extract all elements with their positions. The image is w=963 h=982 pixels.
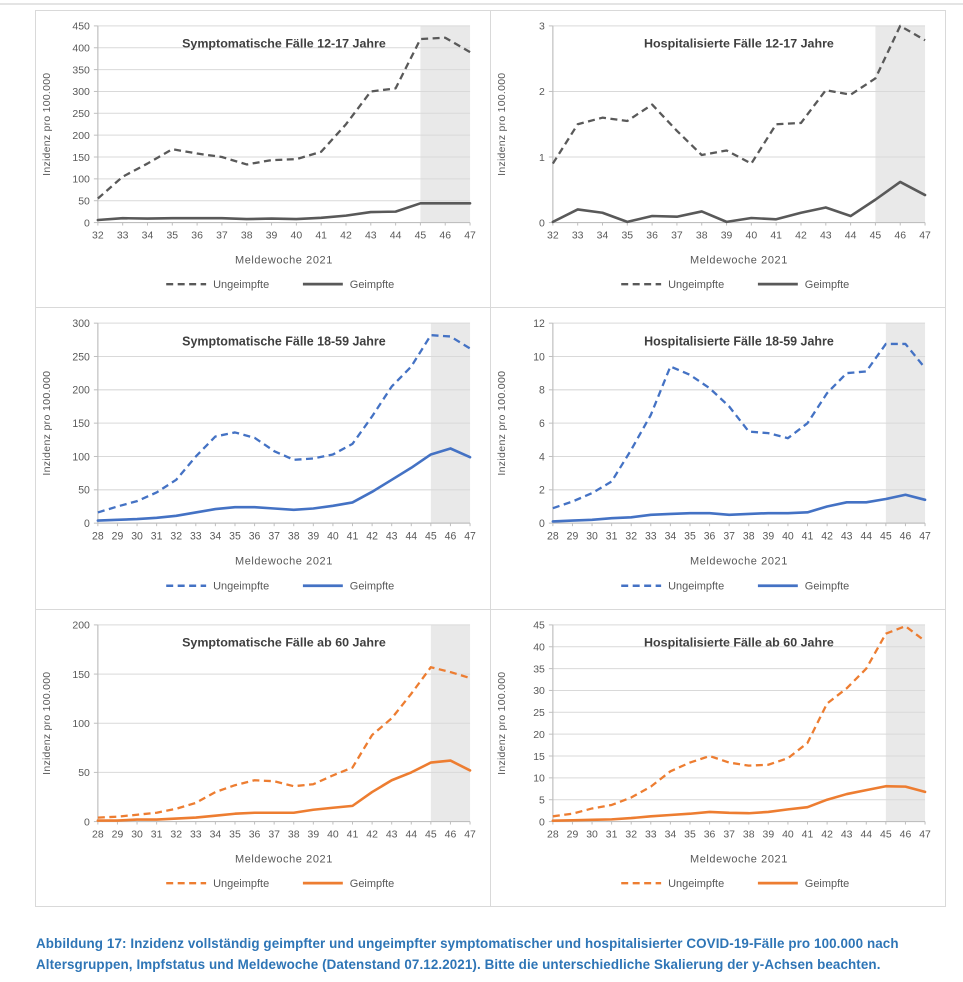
- x-tick-label: 44: [405, 829, 418, 841]
- chart-title: Symptomatische Fälle 18-59 Jahre: [182, 334, 386, 349]
- x-tick-label: 46: [444, 530, 457, 543]
- geimpfte-line: [553, 495, 925, 522]
- x-tick-label: 36: [191, 230, 203, 242]
- geimpfte-line: [98, 203, 470, 220]
- y-tick-label: 250: [72, 109, 90, 121]
- y-tick-label: 35: [533, 664, 545, 676]
- x-tick-label: 40: [782, 530, 794, 543]
- x-tick-label: 46: [899, 829, 912, 841]
- x-tick-label: 42: [821, 829, 833, 841]
- x-tick-label: 35: [166, 230, 179, 242]
- legend-ungeimpfte-label: Ungeimpfte: [213, 580, 270, 593]
- y-tick-label: 30: [533, 686, 545, 698]
- legend-ungeimpfte-label: Ungeimpfte: [213, 877, 270, 890]
- y-tick-label: 300: [72, 317, 90, 331]
- chart-panel-6: [491, 610, 946, 907]
- y-tick-label: 2: [539, 87, 545, 99]
- y-axis-title: Inzidenz pro 100.000: [41, 72, 53, 176]
- x-tick-label: 42: [821, 530, 833, 543]
- legend-geimpfte-label: Geimpfte: [804, 278, 850, 291]
- chart-panel-5: [36, 610, 491, 907]
- legend-ungeimpfte-label: Ungeimpfte: [668, 580, 725, 593]
- x-tick-label: 33: [189, 829, 202, 841]
- x-tick-label: 36: [248, 530, 261, 543]
- y-axis-title: Inzidenz pro 100.000: [41, 671, 53, 775]
- x-tick-label: 39: [307, 530, 320, 543]
- y-tick-label: 0: [84, 218, 90, 230]
- x-tick-label: 30: [131, 829, 143, 841]
- x-tick-label: 36: [248, 829, 261, 841]
- x-tick-label: 29: [566, 829, 579, 841]
- x-axis-title: Meldewoche 2021: [234, 853, 333, 866]
- x-tick-label: 43: [819, 230, 832, 242]
- y-tick-label: 150: [72, 669, 90, 681]
- chart-title: Hospitalisierte Fälle 18-59 Jahre: [644, 334, 834, 349]
- x-tick-label: 33: [644, 530, 657, 543]
- legend-geimpfte-label: Geimpfte: [804, 580, 850, 593]
- x-tick-label: 29: [111, 829, 124, 841]
- x-tick-label: 42: [366, 530, 378, 543]
- chart-panel-2: [491, 11, 946, 308]
- y-tick-label: 8: [539, 384, 545, 397]
- x-tick-label: 47: [919, 530, 931, 543]
- x-tick-label: 28: [92, 530, 104, 543]
- x-tick-label: 36: [703, 829, 716, 841]
- x-tick-label: 32: [625, 530, 638, 543]
- x-tick-label: 39: [762, 530, 775, 543]
- x-tick-label: 37: [723, 530, 735, 543]
- x-tick-label: 39: [762, 829, 775, 841]
- y-tick-label: 15: [533, 751, 545, 763]
- x-tick-label: 37: [268, 530, 280, 543]
- figure-caption: Abbildung 17: Inzidenz vollständig geimpfter und ungeimpfter symptomatischer und hospitalisierter COVID-19-Fälle pro 100.000 nach Altersgruppen, Impfstatus und Meldewoche (Datenstand 07.12.2021). Bitte die unterschiedliche Skalierung der y-Achsen beachten.: [36, 936, 899, 972]
- x-tick-label: 45: [425, 530, 437, 543]
- x-tick-label: 38: [287, 530, 300, 543]
- y-tick-label: 50: [78, 484, 90, 497]
- chart-svg-6: [491, 610, 945, 906]
- x-tick-label: 46: [439, 230, 452, 242]
- chart-panel-3: [36, 308, 491, 610]
- x-tick-label: 47: [919, 829, 931, 841]
- x-tick-label: 44: [389, 230, 402, 242]
- x-tick-label: 38: [742, 829, 755, 841]
- chart-title: Hospitalisierte Fälle ab 60 Jahre: [644, 635, 834, 650]
- legend-geimpfte-label: Geimpfte: [349, 877, 395, 890]
- y-tick-label: 10: [533, 351, 545, 364]
- chart-title: Hospitalisierte Fälle 12-17 Jahre: [644, 36, 834, 51]
- gridlines: [553, 625, 925, 800]
- x-axis-title: Meldewoche 2021: [234, 254, 333, 267]
- chart-title: Symptomatische Fälle 12-17 Jahre: [182, 36, 386, 51]
- y-tick-label: 12: [533, 317, 545, 331]
- geimpfte-line: [553, 786, 925, 820]
- chart-panel-4: [491, 308, 946, 610]
- y-tick-label: 400: [72, 43, 90, 55]
- x-tick-label: 47: [464, 530, 476, 543]
- x-axis-title: Meldewoche 2021: [689, 254, 788, 267]
- x-tick-label: 44: [405, 530, 418, 543]
- x-tick-label: 38: [695, 230, 708, 242]
- y-tick-label: 0: [539, 517, 545, 531]
- y-tick-label: 25: [533, 708, 545, 720]
- x-tick-label: 33: [116, 230, 129, 242]
- x-tick-label: 43: [364, 230, 377, 242]
- y-tick-label: 300: [72, 87, 90, 99]
- y-axis-title: Inzidenz pro 100.000: [41, 370, 53, 476]
- x-tick-label: 31: [605, 530, 618, 543]
- x-tick-label: 34: [664, 530, 677, 543]
- x-tick-label: 35: [684, 530, 696, 543]
- x-tick-label: 34: [209, 829, 222, 841]
- x-tick-label: 44: [860, 530, 873, 543]
- x-tick-label: 46: [899, 530, 912, 543]
- legend-geimpfte-label: Geimpfte: [349, 278, 395, 291]
- legend-ungeimpfte-label: Ungeimpfte: [668, 877, 725, 890]
- x-tick-label: 38: [240, 230, 253, 242]
- x-tick-label: 41: [801, 829, 814, 841]
- x-tick-label: 43: [385, 829, 398, 841]
- x-tick-label: 41: [801, 530, 814, 543]
- x-tick-label: 32: [625, 829, 638, 841]
- x-tick-label: 34: [596, 230, 609, 242]
- x-tick-label: 28: [547, 530, 559, 543]
- y-tick-label: 20: [533, 729, 545, 741]
- x-tick-label: 31: [150, 530, 163, 543]
- x-tick-label: 41: [315, 230, 327, 242]
- x-tick-label: 32: [170, 530, 183, 543]
- x-tick-label: 39: [720, 230, 733, 242]
- x-tick-label: 47: [464, 230, 476, 242]
- geimpfte-line: [98, 449, 470, 521]
- charts-grid: [35, 10, 946, 907]
- x-tick-label: 29: [111, 530, 124, 543]
- x-tick-label: 28: [547, 829, 559, 841]
- x-tick-label: 42: [340, 230, 352, 242]
- x-tick-label: 42: [366, 829, 378, 841]
- x-tick-label: 35: [684, 829, 696, 841]
- x-tick-label: 37: [671, 230, 683, 242]
- y-tick-label: 3: [539, 21, 545, 33]
- x-tick-label: 43: [385, 530, 398, 543]
- x-tick-label: 37: [268, 829, 280, 841]
- x-tick-label: 43: [840, 530, 853, 543]
- y-axis-title: Inzidenz pro 100.000: [496, 72, 508, 176]
- y-tick-label: 50: [78, 768, 90, 780]
- y-tick-label: 200: [72, 384, 90, 397]
- legend-ungeimpfte-label: Ungeimpfte: [213, 278, 270, 291]
- x-tick-label: 47: [464, 829, 476, 841]
- legend: [621, 279, 849, 291]
- x-tick-label: 34: [141, 230, 154, 242]
- legend: [166, 581, 394, 593]
- x-axis-title: Meldewoche 2021: [689, 853, 788, 866]
- y-tick-label: 0: [539, 817, 545, 829]
- x-tick-label: 35: [229, 829, 241, 841]
- y-tick-label: 100: [72, 451, 90, 464]
- x-tick-label: 47: [919, 230, 931, 242]
- x-tick-label: 40: [745, 230, 758, 242]
- y-tick-label: 5: [539, 795, 545, 807]
- ungeimpfte-line: [553, 344, 925, 508]
- x-tick-label: 37: [216, 230, 228, 242]
- x-tick-label: 45: [414, 230, 427, 242]
- legend-ungeimpfte-label: Ungeimpfte: [668, 278, 725, 291]
- chart-svg-3: [36, 308, 490, 609]
- x-tick-label: 46: [444, 829, 457, 841]
- recent-weeks-highlight-band: [420, 26, 470, 223]
- legend-geimpfte-label: Geimpfte: [804, 877, 850, 890]
- x-tick-label: 39: [307, 829, 320, 841]
- chart-title: Symptomatische Fälle ab 60 Jahre: [182, 635, 386, 650]
- x-axis-title: Meldewoche 2021: [234, 555, 333, 568]
- x-tick-label: 40: [782, 829, 794, 841]
- y-tick-label: 450: [72, 21, 90, 33]
- y-axis-title: Inzidenz pro 100.000: [496, 671, 508, 775]
- chart-panel-1: [36, 11, 491, 308]
- x-tick-label: 39: [265, 230, 278, 242]
- x-tick-label: 30: [586, 829, 598, 841]
- ungeimpfte-line: [98, 38, 470, 199]
- y-axis-title: Inzidenz pro 100.000: [496, 370, 508, 476]
- y-tick-label: 200: [72, 620, 90, 632]
- ungeimpfte-line: [98, 667, 470, 817]
- x-tick-label: 40: [290, 230, 303, 242]
- x-tick-label: 34: [209, 530, 222, 543]
- y-tick-label: 0: [539, 218, 545, 230]
- chart-svg-1: [36, 11, 490, 307]
- legend: [621, 878, 849, 890]
- y-tick-label: 0: [84, 817, 90, 829]
- y-tick-label: 45: [533, 620, 545, 632]
- legend: [621, 581, 849, 593]
- chart-svg-2: [491, 11, 945, 307]
- y-tick-label: 40: [533, 642, 545, 654]
- x-tick-label: 34: [664, 829, 677, 841]
- y-tick-label: 150: [72, 417, 90, 431]
- ungeimpfte-line: [553, 626, 925, 816]
- x-tick-label: 33: [571, 230, 584, 242]
- y-tick-label: 1: [539, 152, 545, 164]
- legend-geimpfte-label: Geimpfte: [349, 580, 395, 593]
- chart-svg-5: [36, 610, 490, 906]
- x-tick-label: 38: [742, 530, 755, 543]
- x-tick-label: 45: [425, 829, 437, 841]
- x-tick-label: 32: [92, 230, 104, 242]
- chart-svg-4: [491, 308, 945, 609]
- x-tick-label: 37: [723, 829, 735, 841]
- x-tick-label: 29: [566, 530, 579, 543]
- x-tick-label: 33: [189, 530, 202, 543]
- legend: [166, 279, 394, 291]
- x-axis-title: Meldewoche 2021: [689, 555, 788, 568]
- x-tick-label: 43: [840, 829, 853, 841]
- y-tick-label: 250: [72, 351, 90, 364]
- x-tick-label: 41: [346, 530, 359, 543]
- y-tick-label: 0: [84, 517, 90, 531]
- ungeimpfte-line: [98, 335, 470, 512]
- x-tick-label: 45: [880, 530, 892, 543]
- y-tick-label: 4: [539, 451, 545, 464]
- x-tick-label: 30: [131, 530, 143, 543]
- x-tick-label: 45: [880, 829, 892, 841]
- y-tick-label: 100: [72, 719, 90, 731]
- x-tick-label: 35: [621, 230, 634, 242]
- x-tick-label: 40: [327, 530, 339, 543]
- y-tick-label: 50: [78, 196, 90, 208]
- legend: [166, 878, 394, 890]
- x-tick-label: 31: [605, 829, 618, 841]
- x-tick-label: 44: [860, 829, 873, 841]
- y-tick-label: 2: [539, 484, 545, 497]
- y-tick-label: 6: [539, 417, 545, 431]
- geimpfte-line: [98, 761, 470, 821]
- y-tick-label: 350: [72, 65, 90, 77]
- y-tick-label: 150: [72, 152, 90, 164]
- x-tick-label: 40: [327, 829, 339, 841]
- geimpfte-line: [553, 182, 925, 222]
- x-tick-label: 41: [770, 230, 782, 242]
- y-tick-label: 200: [72, 130, 90, 142]
- y-tick-label: 100: [72, 174, 90, 186]
- x-tick-label: 36: [646, 230, 658, 242]
- recent-weeks-highlight-band: [886, 625, 925, 822]
- x-tick-label: 35: [229, 530, 241, 543]
- x-tick-label: 36: [703, 530, 716, 543]
- x-tick-label: 32: [547, 230, 559, 242]
- x-tick-label: 33: [644, 829, 657, 841]
- x-tick-label: 44: [844, 230, 857, 242]
- x-tick-label: 46: [894, 230, 907, 242]
- x-tick-label: 41: [346, 829, 359, 841]
- x-tick-label: 30: [586, 530, 598, 543]
- y-tick-label: 10: [533, 773, 545, 785]
- x-tick-label: 28: [92, 829, 104, 841]
- x-tick-label: 45: [869, 230, 882, 242]
- gridlines: [98, 26, 470, 201]
- x-tick-label: 31: [150, 829, 163, 841]
- x-tick-label: 32: [170, 829, 183, 841]
- x-tick-label: 38: [287, 829, 300, 841]
- page-top-rule: [0, 3, 963, 5]
- x-tick-label: 42: [795, 230, 807, 242]
